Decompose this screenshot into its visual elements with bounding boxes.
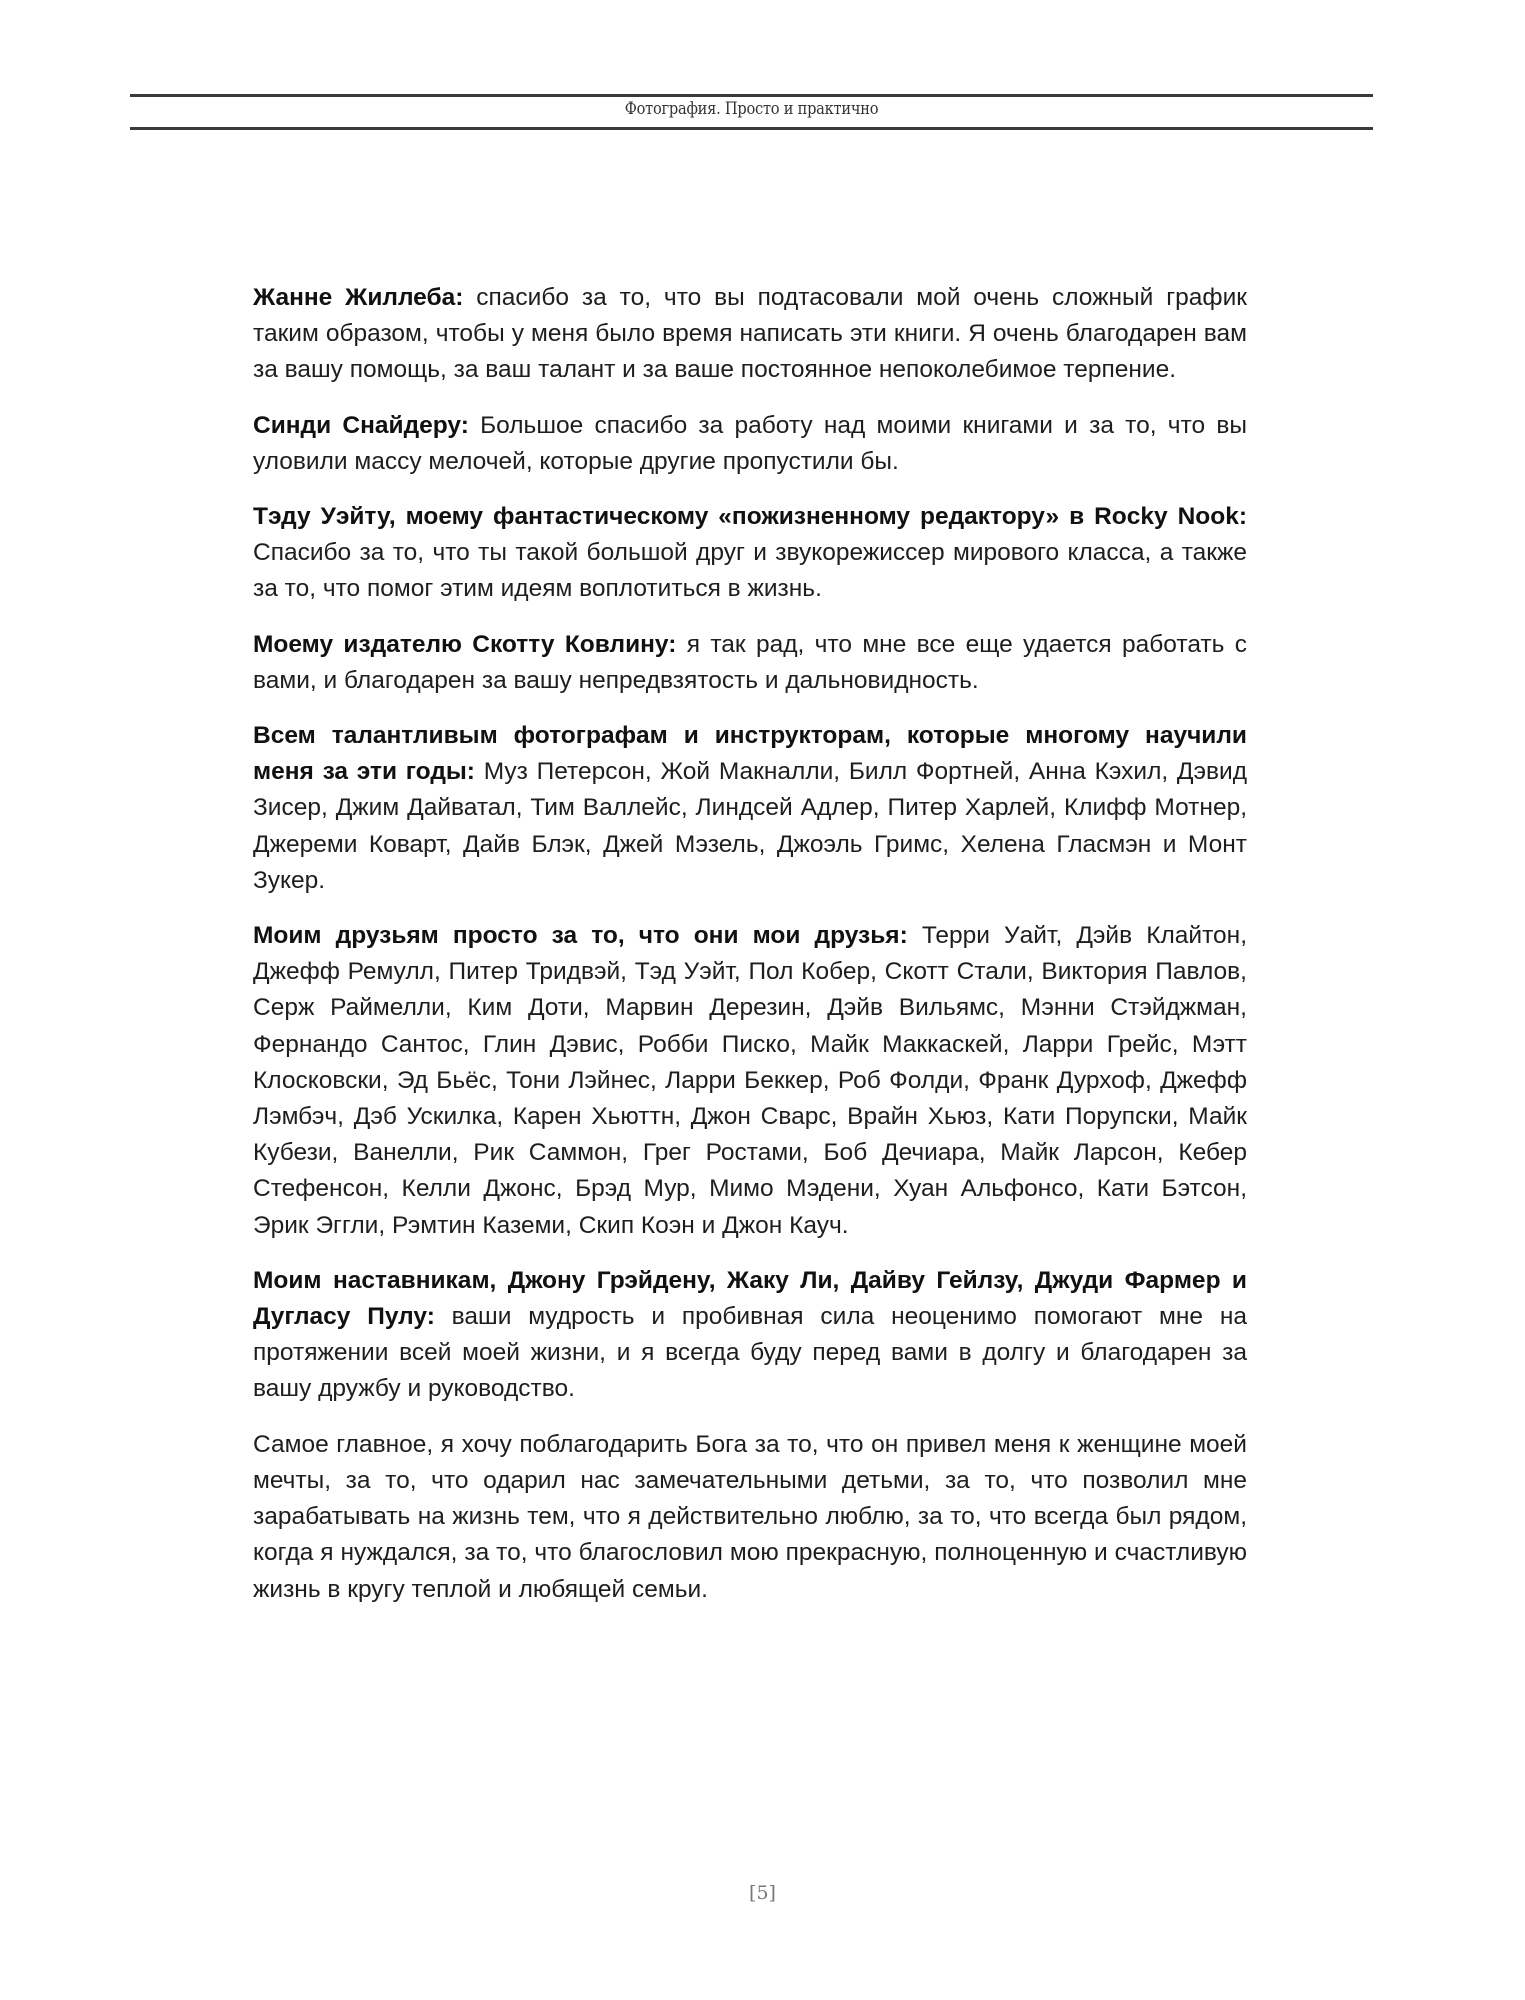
paragraph-text: Терри Уайт, Дэйв Клайтон, Джефф Ремулл, Питер Тридвэй, Тэд Уэйт, Пол Кобер, Скотт Стали, Виктория Павлов, Серж Раймелли, Ким Доти, Марвин Дерезин, Дэйв Вильямс, Мэнни Стэйджман, Фернандо Сантос, Глин Дэвис, Робби Писко, Майк Маккаскей, Ларри Грейс, Мэтт Клосковски, Эд Бьёс, Тони Лэйнес, Ларри Беккер, Роб Фолди, Франк Дурхоф, Джефф Лэмбэч, Дэб Ускилка, Карен Хьюттн, Джон Сварс, Врайн Хьюз, Кати Порупски, Майк Кубези, Ванелли, Рик Саммон, Грег Ростами, Боб Дечиара, Майк Ларсон, Кебер Стефенсон, Келли Джонс, Брэд Мур, Мимо Мэдени, Хуан Альфонсо, Кати Бэтсон, Эрик Эггли, Рэмтин Каземи, Скип Коэн и Джон Кауч. <box>253 922 1248 1239</box>
paragraph-lead: Жанне Жиллеба: <box>253 284 464 311</box>
paragraph-text: Спасибо за то, что ты такой большой друг и звукорежиссер мирового класса, а также за то, что помог этим идеям воплотиться в жизнь. <box>253 539 1247 603</box>
paragraph-text: Самое главное, я хочу поблагодарить Бога за то, что он привел меня к женщине моей мечты, за то, что одарил нас замечательными детьми, за то, что позволил мне зарабатывать на жизнь тем, что я действительно люблю, за то, что всегда был рядом, когда я нуждался, за то, что благословил мою прекрасную, полноценную и счастливую жизнь в кругу теплой и любящей семьи. <box>253 1430 1247 1603</box>
paragraph-lead: Синди Снайдеру: <box>253 411 469 439</box>
page-number: [5] <box>749 1882 776 1904</box>
paragraph <box>253 408 1247 480</box>
paragraph-lead: Моим друзьям просто за то, что они мои друзья: <box>253 922 908 950</box>
paragraph-text: ваши мудрость и пробивная сила неоценимо помогают мне на протяжении всей моей жизни, и я всегда буду перед вами в долгу и благодарен за вашу дружбу и руководство. <box>253 1303 1247 1403</box>
paragraph <box>253 718 1247 899</box>
paragraph-text: Большое спасибо за работу над моими книгами и за то, что вы уловили массу мелочей, которые другие пропустили бы. <box>253 411 1247 475</box>
paragraph <box>253 1263 1247 1408</box>
paragraph <box>253 280 1247 389</box>
header-rule-top <box>130 94 1373 97</box>
paragraph <box>253 627 1247 699</box>
paragraph-lead: Всем талантливым фотографам и инструкторам, которые многому научили меня за эти годы: <box>253 722 1247 786</box>
paragraph-text: Муз Петерсон, Жой Макналли, Билл Фортней, Анна Кэхил, Дэвид Зисер, Джим Дайватал, Тим Валлейс, Линдсей Адлер, Питер Харлей, Клифф Мотнер, Джереми Коварт, Дайв Блэк, Джей Мэзель, Джоэль Гримс, Хелена Гласмэн и Монт Зукер. <box>253 758 1248 894</box>
header-rule-bottom <box>130 127 1373 130</box>
acknowledgements-body <box>253 280 1247 1627</box>
running-head-title: Фотография. Просто и практично <box>624 99 879 119</box>
paragraph <box>253 918 1247 1244</box>
paragraph-lead: Моим наставникам, Джону Грэйдену, Жаку Ли, Дайву Гейлзу, Джуди Фармер и Дугласу Пулу: <box>253 1266 1247 1331</box>
paragraph <box>253 1427 1247 1608</box>
paragraph <box>253 499 1247 608</box>
paragraph-lead: Тэду Уэйту, моему фантастическому «пожизненному редактору» в Rocky Nook: <box>253 503 1247 531</box>
paragraph-lead: Моему издателю Скотту Ковлину: <box>253 630 677 658</box>
paragraph-text: я так рад, что мне все еще удается работать с вами, и благодарен за вашу непредвзятость и дальновидность. <box>253 630 1247 694</box>
paragraph-text: спасибо за то, что вы подтасовали мой очень сложный график таким образом, чтобы у меня было время написать эти книги. Я очень благодарен вам за вашу помощь, за ваш талант и за ваше постоянное непоколебимое терпение. <box>253 284 1247 384</box>
